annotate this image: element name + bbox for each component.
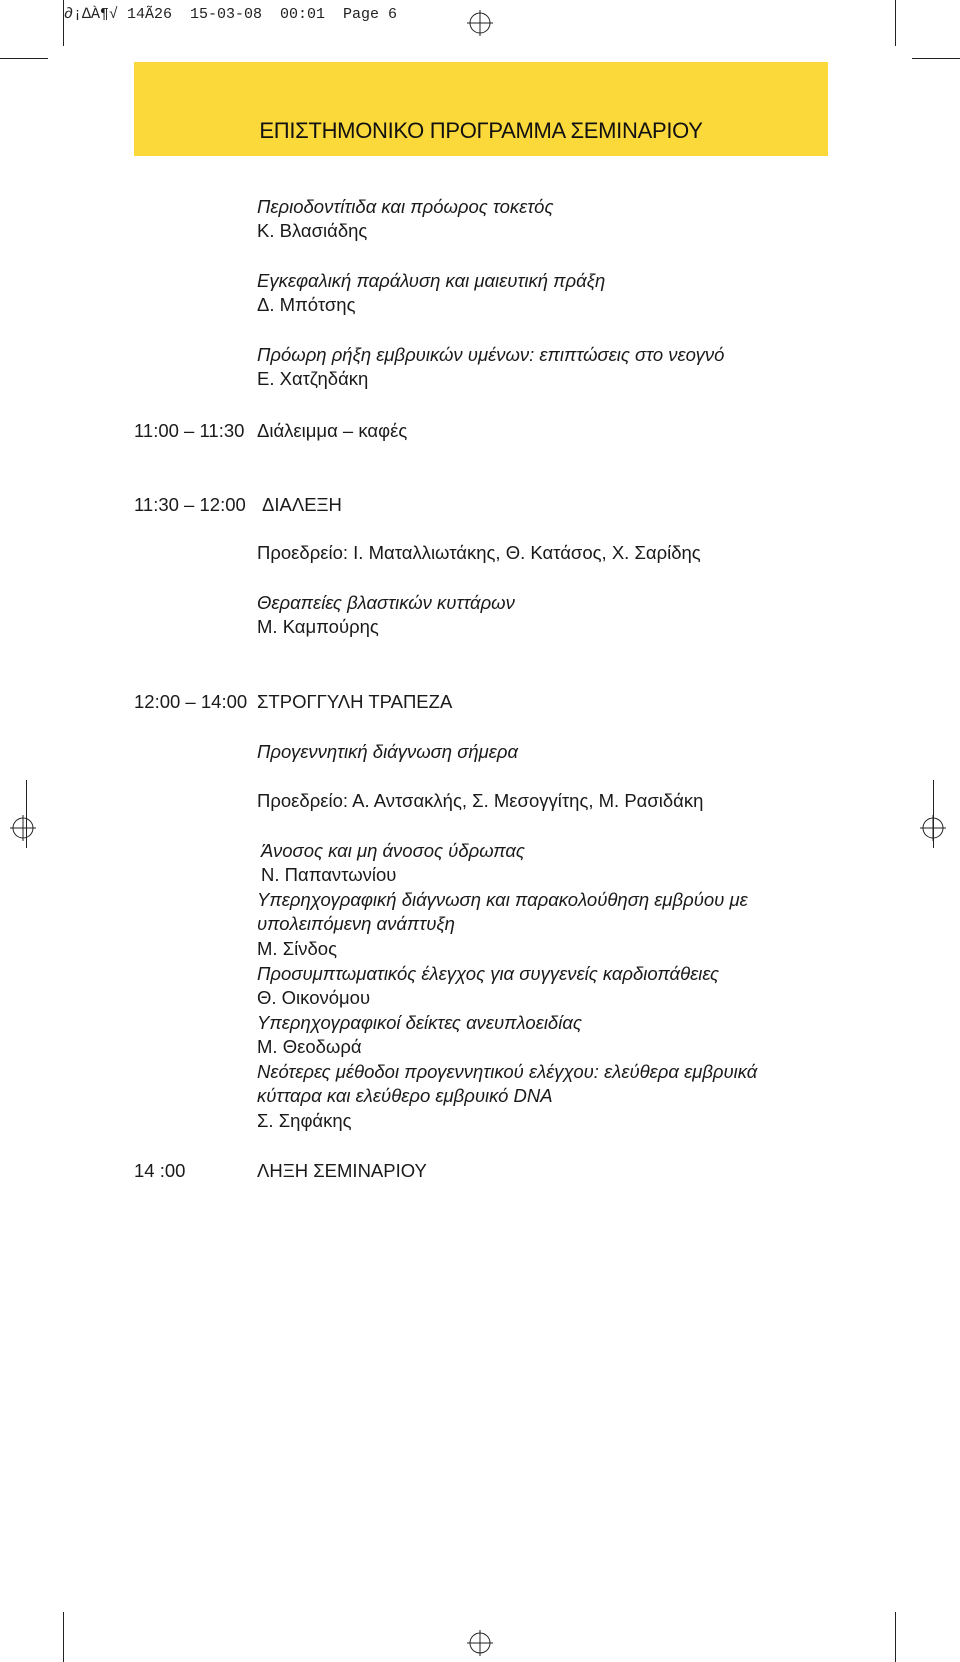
title-banner <box>134 62 828 156</box>
lecture-speaker: Μ. Καμπούρης <box>257 616 379 637</box>
roundtable-label: ΣΤΡΟΓΓΥΛΗ ΤΡΑΠΕΖΑ <box>257 691 453 712</box>
talk-title-cont: υπολειπόμενη ανάπτυξη <box>257 913 455 934</box>
crop-mark-tl-v <box>63 0 64 46</box>
registration-mark-top <box>467 10 493 36</box>
chair-label: Προεδρείο: <box>257 790 349 811</box>
end-time: 14 :00 <box>134 1160 186 1181</box>
talk-speaker: Θ. Οικονόμου <box>257 987 371 1008</box>
chair-names: Ι. Ματαλλιωτάκης, Θ. Κατάσος, Χ. Σαρίδης <box>353 542 701 563</box>
break-label: Διάλειμμα – καφές <box>257 420 408 441</box>
talk-speaker: Μ. Σίνδος <box>257 938 337 959</box>
talk-title: Εγκεφαλική παράλυση και μαιευτική πράξη <box>257 270 606 291</box>
crop-mark-tr-h <box>912 58 960 59</box>
registration-mark-left <box>10 815 36 841</box>
talk-title: Νεότερες μέθοδοι προγεννητικού ελέγχου: ελεύθερα εμβρυικά <box>257 1061 758 1082</box>
talk-title: Υπερηχογραφική διάγνωση και παρακολούθηση εμβρύου με <box>257 889 748 910</box>
program-title: ΕΠΙΣΤΗΜΟΝΙΚΟ ΠΡΟΓΡΑΜΜΑ ΣΕΜΙΝΑΡΙΟΥ <box>259 118 703 143</box>
break-time: 11:00 – 11:30 <box>134 420 245 441</box>
chair-names: Α. Αντσακλής, Σ. Μεσογγίτης, Μ. Ρασιδάκη <box>352 790 704 811</box>
talk-speaker: Ν. Παπαντωνίου <box>261 864 397 885</box>
crop-mark-bl-v <box>63 1612 64 1662</box>
talk-speaker: Σ. Σηφάκης <box>257 1110 352 1131</box>
talk-speaker: Κ. Βλασιάδης <box>257 220 368 241</box>
registration-mark-right <box>920 815 946 841</box>
chair-label: Προεδρείο: <box>257 542 349 563</box>
crop-mark-br-v <box>895 1612 896 1662</box>
lecture-time: 11:30 – 12:00 <box>134 494 246 515</box>
talk-title: Περιοδοντίτιδα και πρόωρος τοκετός <box>257 196 554 217</box>
talk-title-cont: κύτταρα και ελεύθερο εμβρυικό DNA <box>257 1085 553 1106</box>
lecture-label: ΔΙΑΛΕΞΗ <box>262 494 342 515</box>
lecture-title: Θεραπείες βλαστικών κυττάρων <box>257 592 515 613</box>
printer-slug: ∂¡∆À¶√ 14Ã26 15-03-08 00:01 Page 6 <box>64 6 398 23</box>
roundtable-chair <box>257 790 703 812</box>
talk-title: Υπερηχογραφικοί δείκτες ανευπλοειδίας <box>257 1012 582 1033</box>
registration-mark-bottom <box>467 1630 493 1656</box>
talk-title: Άνοσος και μη άνοσος ύδρωπας <box>261 840 525 861</box>
talk-title: Πρόωρη ρήξη εμβρυικών υμένων: επιπτώσεις στο νεογνό <box>257 344 725 365</box>
talk-speaker: Μ. Θεοδωρά <box>257 1036 362 1057</box>
roundtable-time: 12:00 – 14:00 <box>134 691 248 712</box>
crop-mark-tl-h <box>0 58 48 59</box>
talk-speaker: Δ. Μπότσης <box>257 294 356 315</box>
crop-mark-tr-v <box>895 0 896 46</box>
end-label: ΛΗΞΗ ΣΕΜΙΝΑΡΙΟΥ <box>257 1160 427 1181</box>
talk-title: Προσυμπτωματικός έλεγχος για συγγενείς καρδιοπάθειες <box>257 963 720 984</box>
lecture-chair <box>257 542 701 564</box>
talk-speaker: Ε. Χατζηδάκη <box>257 368 369 389</box>
roundtable-subtitle: Προγεννητική διάγνωση σήμερα <box>257 741 519 762</box>
